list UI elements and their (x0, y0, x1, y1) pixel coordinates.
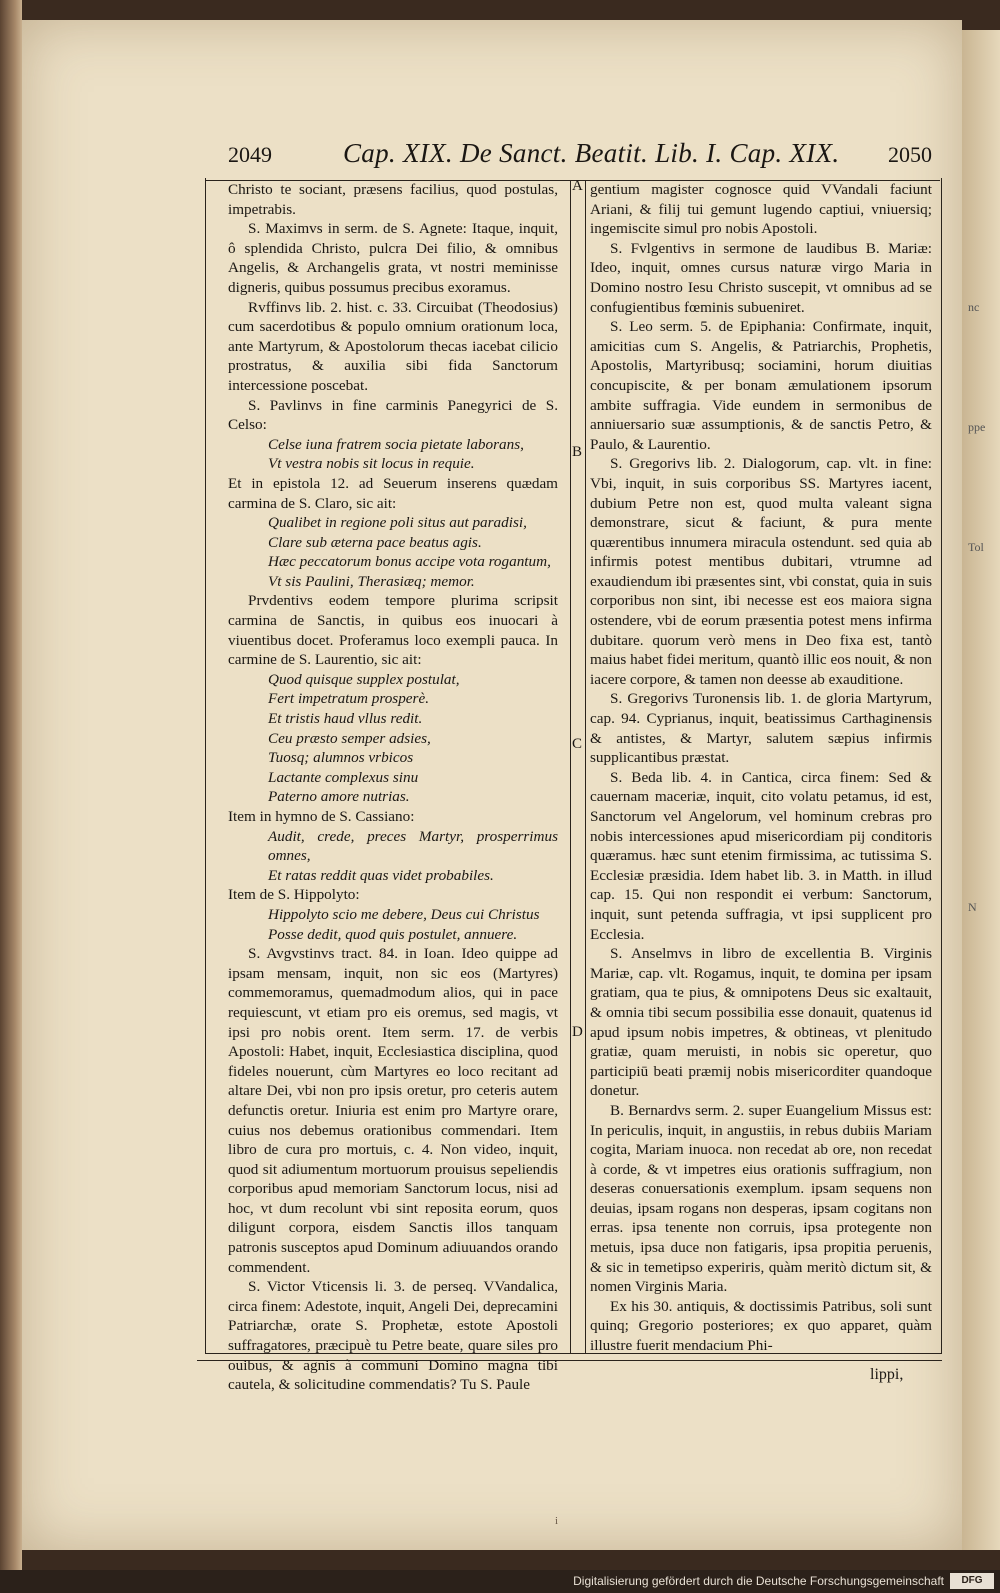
section-marker-c: C (572, 736, 583, 752)
verse-line: Ceu præsto semper adsies, (268, 729, 431, 747)
verse-line: Hippolyto scio me debere, Deus cui Christus (268, 905, 540, 923)
verse-line: Clare sub æterna pace beatus agis. (268, 533, 482, 551)
paragraph: B. Bernardvs serm. 2. super Euangelium Missus est: In periculis, inquit, in angustiis, in rebus dubiis Mariam cogita, Mariam inuoca. non recedat ab ore, non recedat à corde, & vt impetres eius orationis suffragium, non deseras conuersationis exemplum. ipsam sequens non deuias, ipsam rogans non desperas, ipsam cogitans non erras. ipsa tenente non corruis, ipsa protegente non metuis, ipsa duce non fatigaris, ipsa propitia peruenis, & sic in temetipso experiris, quàm meritò dictum sit, & nomen Virginis Maria. (590, 1101, 932, 1296)
paragraph: S. Beda lib. 4. in Cantica, circa finem: Sed & cauernam maceriæ, inquit, cito volatu petamus, id est, Sanctorum vel Angelorum, vel hominum crebras pro nobis intercessiones apud misericordiam pij conditoris quæramus. hæc sunt etenim firmissima, ac tutissima S. Ecclesiæ præsidia. Idem habet lib. 3. in Matth. in illud cap. 15. Qui non respondit ei verbum: Sanctorum, inquit, sunt petenda suffragia, vt ipsi supplicent pro Ecclesia. (590, 768, 932, 943)
section-marker-b: B (572, 444, 583, 460)
verse-line: Quod quisque supplex postulat, (268, 670, 460, 688)
left-text-column (228, 180, 558, 1394)
right-text-column (590, 180, 932, 1355)
paragraph: S. Fvlgentivs in sermone de laudibus B. Mariæ: Ideo, inquit, omnes cursus naturæ virgo Maria in Domino nostro Iesu Christo suscepit, vt omnibus ad se confugientibus fœminis subueniret. (590, 239, 932, 316)
verse-line: Celse iuna fratrem socia pietate laborans, (268, 435, 524, 453)
verse-line: Et tristis haud vllus redit. (268, 710, 423, 728)
paragraph: S. Victor Vticensis li. 3. de perseq. VVandalica, circa finem: Adestote, inquit, Angeli Dei, deprecamini Patriarchæ, orate S. Prophetæ, estote Apostoli suffragatores, præcipuè tu Petre beate, quare siles pro ouibus, & agnis à communi Domino magna tibi cautela, & solicitudine commendatis? Tu S. Paule (228, 1278, 558, 1394)
verse-line: Posse dedit, quod quis postulet, annuere. (268, 925, 518, 943)
paragraph: Item in hymno de S. Cassiano: (228, 808, 415, 825)
facing-page-snippet: nc (968, 300, 980, 314)
facing-page-snippet: ppe (968, 420, 986, 434)
section-marker-a: A (572, 178, 583, 194)
paragraph: S. Maximvs in serm. de S. Agnete: Itaque, inquit, ô splendida Christo, pulcra Dei filio, & omnibus Angelis, & Archangelis grata, vt nostri meminisse digneris, quibus possumus precibus exoramus. (228, 220, 558, 296)
paragraph: S. Leo serm. 5. de Epiphania: Confirmate, inquit, amicitias cum S. Angelis, & Patriarchis, Prophetis, Apostolis, Martyribusq; sociamini, horum diuitias concupiscite, & per bonam æmulationem ipsorum ambite suffragia. Vide eundem in sermonibus de anniuersario suæ assumptionis, & de sanctis Petro, & Paulo, & Laurentio. (590, 318, 932, 453)
verse-line: Et ratas reddit quas videt probabiles. (268, 866, 494, 884)
verse-line: Qualibet in regione poli situs aut paradisi, (268, 514, 527, 532)
verse-line: Audit, crede, preces Martyr, prosperrimus omnes, (268, 827, 558, 865)
paragraph: S. Pavlinvs in fine carminis Panegyrici de S. Celso: (228, 396, 558, 434)
paragraph: Christo te sociant, præsens facilius, quod postulas, impetrabis. (228, 181, 558, 218)
paragraph: Et in epistola 12. ad Seuerum inserens quædam carmina de S. Claro, sic ait: (228, 474, 558, 512)
running-title: Cap. XIX. De Sanct. Beatit. Lib. I. Cap. XIX. (343, 138, 840, 168)
right-page-number: 2050 (888, 142, 932, 167)
paragraph: Ex his 30. antiquis, & doctissimis Patribus, soli sunt quinq; Gregorio posteriores; ex quo apparet, quàm illustre fuerit mendacium Phi- (590, 1297, 932, 1355)
paragraph: Rvffinvs lib. 2. hist. c. 33. Circuibat (Theodosius) cum sacerdotibus & populo omnium orationum loca, ante Martyrum, & Apostolorum thecas iacebat cilicio prostratus, & auxilia sibi fida Sanctorum intercessione poscebat. (228, 298, 558, 394)
verse-line: Vt vestra nobis sit locus in requie. (268, 455, 475, 473)
section-marker-d: D (572, 1024, 583, 1040)
paragraph: S. Gregorivs Turonensis lib. 1. de gloria Martyrum, cap. 94. Cyprianus, inquit, beatissimus Carthaginensis & antistes, & Martyr, salutem sæpius infirmis supplicantibus præstat. (590, 690, 932, 767)
paragraph: S. Avgvstinvs tract. 84. in Ioan. Ideo quippe ad ipsam mensam, inquit, non sic eos (Martyres) commemoramus, quemadmodum alios, qui in pace requiescunt, vt etiam pro eis oremus, sed magis, vt ipsi pro nobis orent. Item serm. 17. de verbis Apostoli: Habet, inquit, Ecclesiastica disciplina, quod fideles nouerunt, cùm Martyres eo loco recitant ad altare Dei, vbi non pro ipsis oretur, pro ceteris autem defunctis oretur. Iniuria est enim pro Martyre orare, cuius nos debemus orationibus commendari. Item libro de cura pro mortuis, c. 4. Non video, inquit, quod sit adiumentum mortuorum prouisus sepeliendis corporibus apud memoriam Sanctorum locus, nisi ad hoc, vt dum recolunt vbi sint reposita eorum, quos diligunt corpora, eisdem Sanctis illos tanquam patronis susceptos apud Dominum adiuuandos orando commendent. (228, 945, 558, 1276)
paragraph: Prvdentivs eodem tempore plurima scripsit carmina de Sanctis, in quibus eos inuocari à viuentibus docet. Proferamus loco exempli pauca. In carmine de S. Laurentio, sic ait: (228, 592, 558, 669)
catchword: lippi, (870, 1366, 904, 1383)
book-spine (0, 0, 22, 1593)
paragraph: gentium magister cognosce quid VVandali faciunt Ariani, & filij tui gemunt lugendo captiui, vniuersiq; ingemiscite simul pro nobis Apostoli. (590, 181, 932, 238)
bottom-rule (197, 1360, 942, 1361)
column-divider-left (570, 180, 571, 1353)
digitization-footer (0, 1570, 1000, 1593)
running-header (205, 138, 940, 181)
paragraph: Item de S. Hippolyto: (228, 886, 360, 904)
paragraph: S. Gregorivs lib. 2. Dialogorum, cap. vlt. in fine: Vbi, inquit, in suis corporibus SS. Martyres iacent, dubium Petre non est, quod multa valeant signa demonstrare, sicut & faciunt, & pura mente quærentibus innumera miracula ostendunt. sed quia ab infirmis potest mentibus dubitari, vtrumne ad exaudiendum ibi præsentes sint, vbi constat, quia in suis corporibus non sint, ibi necesse est eos maiora signa ostendere, vbi de eorum præsentia potest mens infirma dubitare. quorum verò mens in Deo fixa est, tantò maius habet fidei meritum, quantò illic eos nouit, & non iacere corpore, & tamen non deesse ab exauditione. (590, 455, 932, 688)
facing-page-snippet: N (968, 900, 977, 914)
verse-line: Vt sis Paulini, Therasiæq; memor. (268, 572, 475, 590)
verse-line: Hæc peccatorum bonus accipe vota rogantum, (268, 553, 551, 571)
paragraph: S. Anselmvs in libro de excellentia B. Virginis Mariæ, cap. vlt. Rogamus, inquit, te domina per ipsam gratiam, qua te pius, & omnipotens Deus sic exaltauit, & omnia tibi secum possibilia esse donauit, quatenus id apud ipsum nobis impetres, & obtineas, vt plenitudo gratiæ, quam meruisti, in nobis sic operetur, quo participiū beati præmij nobis misericorditer quandoque donetur. (590, 945, 932, 1100)
signature-mark: i (555, 1515, 559, 1527)
left-page-number: 2049 (228, 142, 272, 167)
funding-notice: Digitalisierung gefördert durch die Deutsche Forschungsgemeinschaft (573, 1574, 944, 1588)
verse-line: Lactante complexus sinu (268, 768, 419, 786)
facing-page-edge (962, 30, 1000, 1550)
dfg-logo: DFG (950, 1573, 994, 1589)
verse-line: Fert impetratum prosperè. (268, 690, 429, 708)
verse-line: Tuosq; alumnos vrbicos (268, 749, 414, 767)
column-divider-right (585, 180, 586, 1353)
verse-line: Paterno amore nutrias. (268, 788, 410, 806)
facing-page-snippet: Tol (968, 540, 984, 554)
